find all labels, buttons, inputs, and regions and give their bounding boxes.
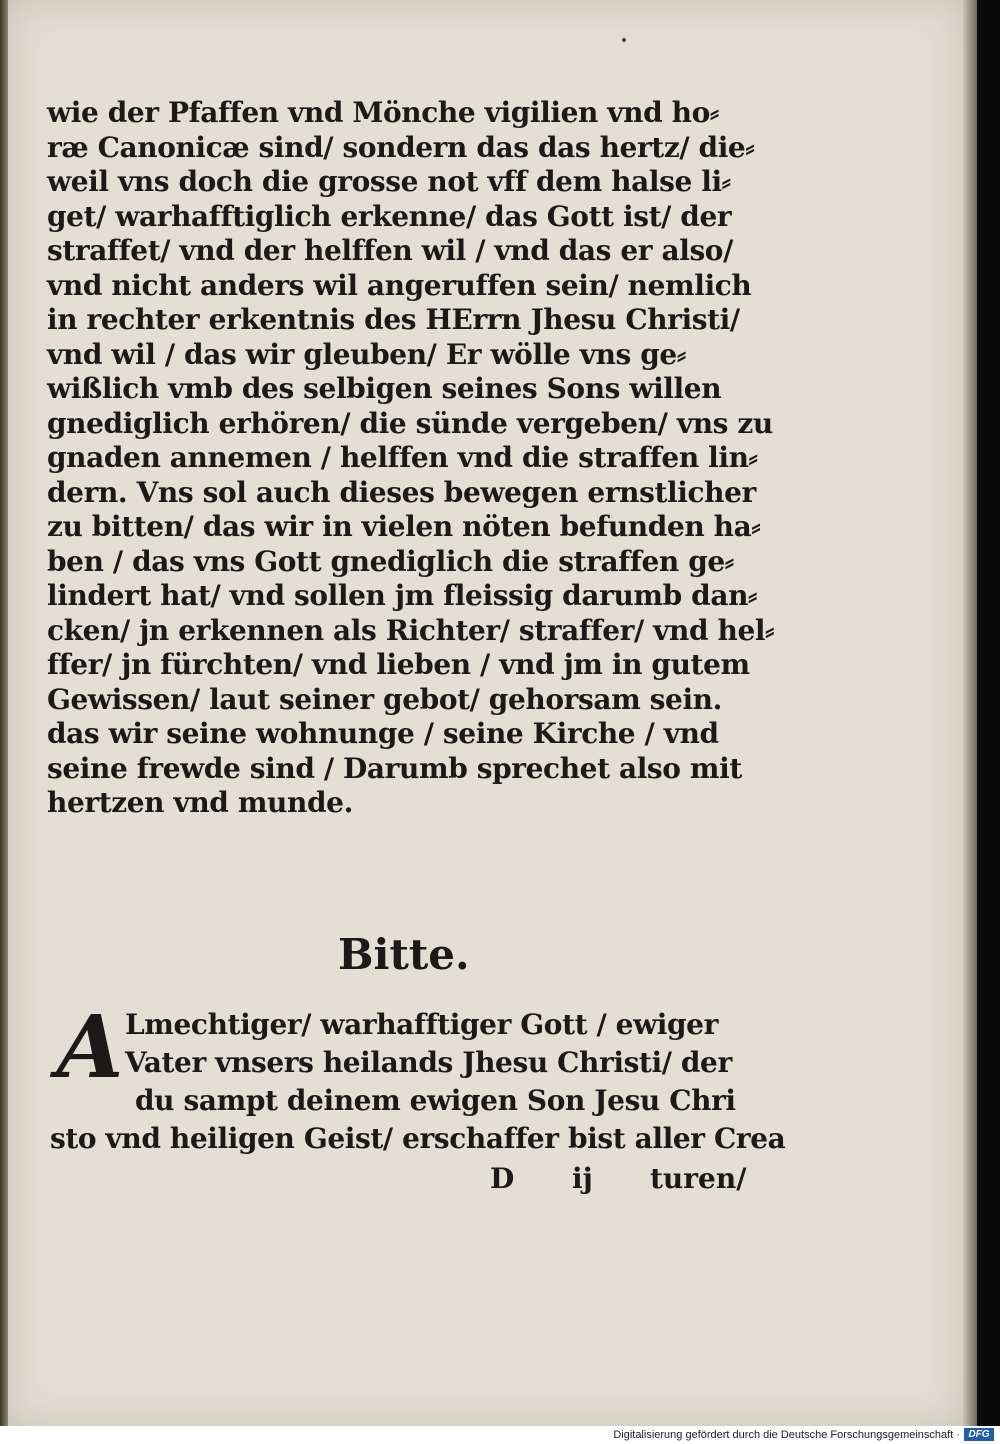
body-line: gnaden annemen / helffen vnd die straffen lin⸗ bbox=[47, 441, 758, 474]
prayer-line: Lmechtiger/ warhafftiger Gott / ewiger bbox=[125, 1008, 718, 1041]
body-line: weil vns doch die grosse not vff dem halse li⸗ bbox=[47, 165, 731, 198]
body-line: hertzen vnd munde. bbox=[47, 786, 353, 819]
body-line: wie der Pfaffen vnd Mönche vigilien vnd ho⸗ bbox=[47, 96, 719, 129]
signature-number: ij bbox=[572, 1162, 593, 1195]
body-line: seine frewde sind / Darumb sprechet also mit bbox=[47, 751, 742, 785]
prayer-line: Vater vnsers heilands Jhesu Christi/ der bbox=[125, 1046, 732, 1079]
page-left-edge bbox=[0, 0, 8, 1426]
signature-mark: D bbox=[490, 1162, 515, 1195]
dfg-logo[interactable]: DFG bbox=[964, 1428, 994, 1441]
body-line: dern. Vns sol auch dieses bewegen ernstlicher bbox=[47, 475, 756, 509]
page-right-edge bbox=[963, 0, 977, 1426]
body-line: vnd nicht anders wil angeruffen sein/ nemlich bbox=[47, 268, 752, 302]
body-line: ben / das vns Gott gnediglich die straffen ge⸗ bbox=[47, 544, 734, 578]
body-line: in rechter erkentnis des HErrn Jhesu Christi/ bbox=[47, 303, 740, 336]
body-line: ræ Canonicæ sind/ sondern das das hertz/ die⸗ bbox=[47, 130, 755, 164]
catchword: turen/ bbox=[650, 1162, 747, 1195]
prayer-line: du sampt deinem ewigen Son Jesu Chri bbox=[135, 1084, 736, 1117]
section-heading: Bitte. bbox=[338, 930, 470, 979]
prayer-line: sto vnd heiligen Geist/ erschaffer bist aller Crea bbox=[50, 1122, 786, 1155]
body-line: cken/ jn erkennen als Richter/ straffer/ vnd hel⸗ bbox=[47, 613, 775, 647]
body-line: gnediglich erhören/ die sünde vergeben/ vns zu bbox=[47, 406, 773, 440]
page-footer-row bbox=[490, 1162, 747, 1202]
body-line: das wir seine wohnunge / seine Kirche / vnd bbox=[47, 717, 719, 750]
body-line: vnd wil / das wir gleuben/ Er wölle vns ge⸗ bbox=[47, 337, 686, 371]
body-line: get/ warhafftiglich erkenne/ das Gott ist/ der bbox=[47, 199, 732, 233]
body-text bbox=[47, 96, 775, 821]
drop-cap-initial: A bbox=[56, 997, 124, 1098]
funding-credit: Digitalisierung gefördert durch die Deutsche Forschungsgemeinschaft · bbox=[613, 1429, 960, 1441]
body-line: ffer/ jn fürchten/ vnd lieben / vnd jm in gutem bbox=[47, 648, 750, 681]
body-line: straffet/ vnd der helffen wil / vnd das er also/ bbox=[47, 234, 733, 267]
paper-speck bbox=[622, 38, 626, 42]
prayer-text bbox=[0, 997, 786, 1158]
credit-bar bbox=[0, 1426, 1000, 1444]
body-line: Gewissen/ laut seiner gebot/ gehorsam sein. bbox=[47, 682, 722, 716]
body-line: wißlich vmb des selbigen seines Sons willen bbox=[47, 372, 722, 405]
body-line: zu bitten/ das wir in vielen nöten befunden ha⸗ bbox=[47, 510, 761, 543]
body-line: lindert hat/ vnd sollen jm fleissig darumb dan⸗ bbox=[47, 579, 757, 612]
